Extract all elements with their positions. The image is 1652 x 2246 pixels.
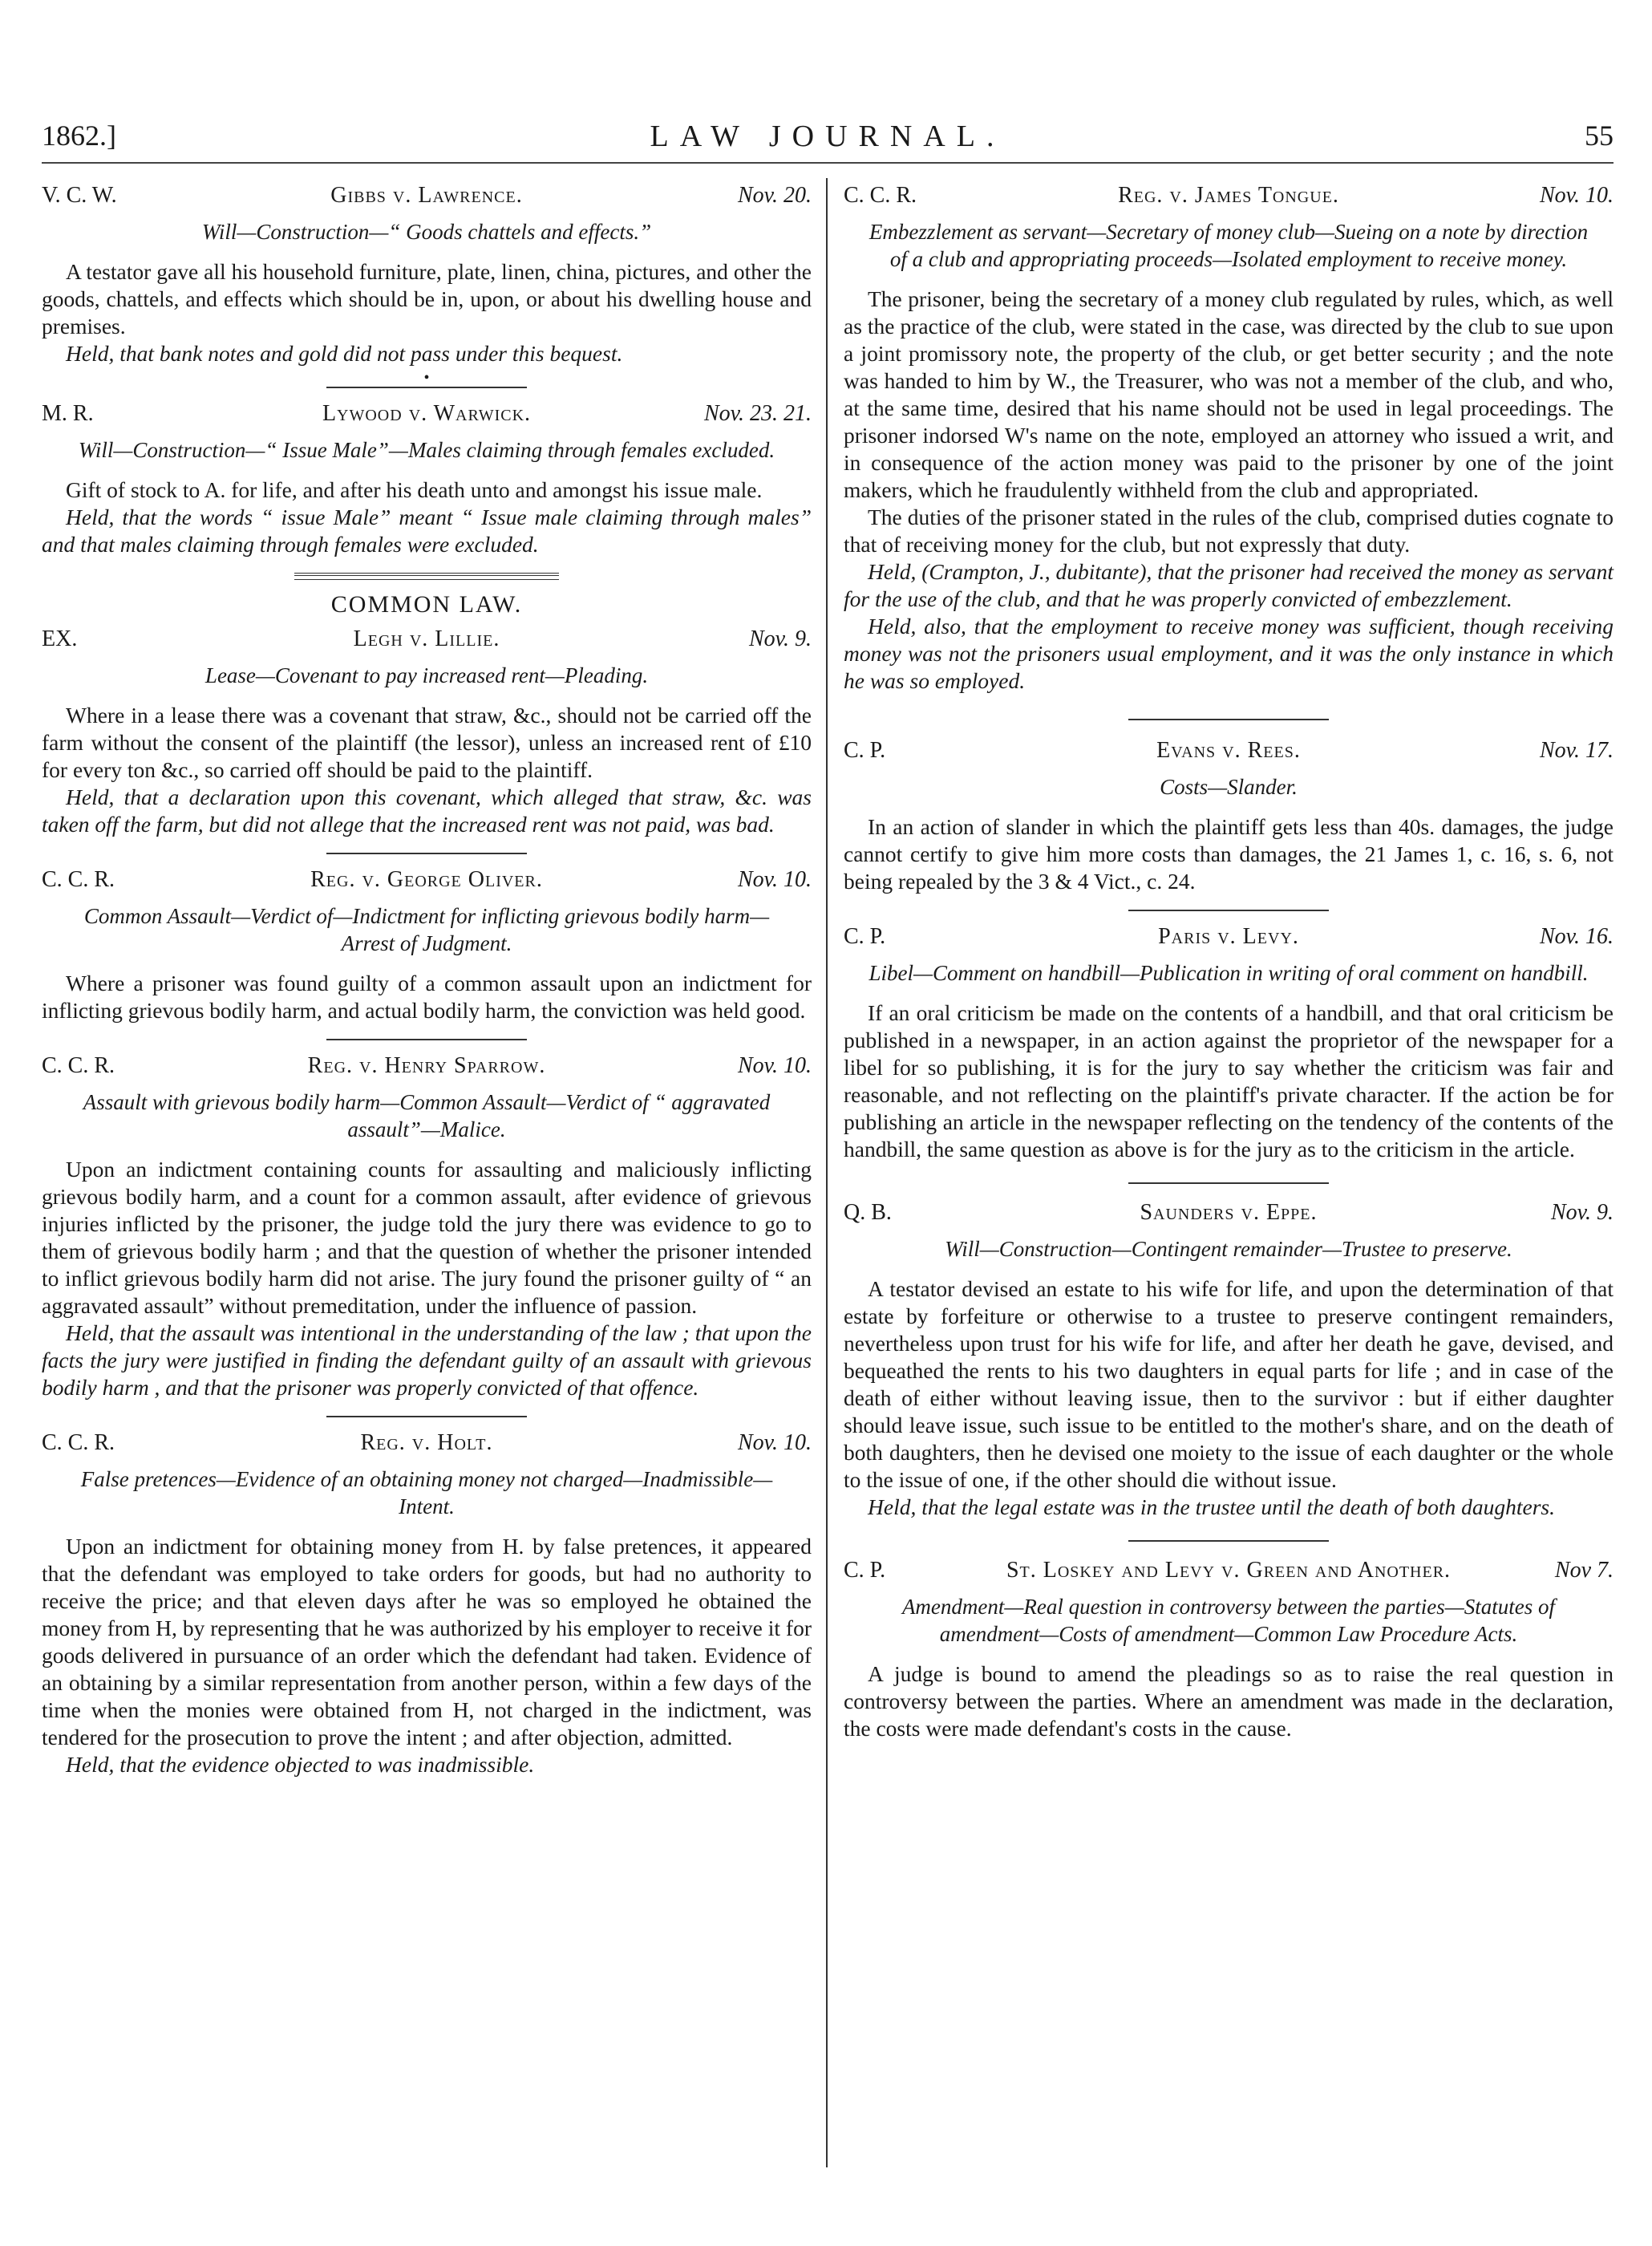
case-title: Reg. v. Henry Sparrow. xyxy=(307,1053,546,1078)
case-date: Nov. 10. xyxy=(1539,183,1614,208)
case-heading xyxy=(42,1430,812,1462)
held: Held, that the assault was intentional in the understanding of the law ; that upon the facts the jury were justified in finding the defendant guilty of an assault with grievous bodily harm , and that the prisoner was properly convicted of that offence. xyxy=(42,1320,812,1400)
case-body xyxy=(844,813,1614,895)
case-title: Reg. v. George Oliver. xyxy=(310,867,543,892)
held: Held, that the evidence objected to was inadmissible. xyxy=(66,1752,535,1777)
separator-dot: • xyxy=(423,369,430,387)
separator xyxy=(1128,1540,1329,1542)
case-paragraph: A judge is bound to amend the pleadings so as to raise the real question in controversy between the parties. Where an amendment was made in the declaration, the costs were made defendant's costs in the cause. xyxy=(844,1661,1614,1741)
separator xyxy=(326,1039,527,1040)
case-heading xyxy=(844,183,1614,215)
case-body xyxy=(42,970,812,1024)
case-gibbs-v-lawrence xyxy=(42,183,812,367)
case-heading xyxy=(844,1200,1614,1232)
headnote: Will—Construction—Contingent remainder—Trustee to preserve. xyxy=(945,1237,1512,1261)
case-paragraph: Where in a lease there was a covenant that straw, &c., should not be carried off the farm without the consent of the plaintiff (the lessor), unless an increased rent of £10 for every ton &c., so carried off should be paid to the plaintiff. xyxy=(42,703,812,782)
case-title: Reg. v. Holt. xyxy=(360,1430,493,1455)
case-evans-v-rees xyxy=(844,738,1614,895)
headnote: Costs—Slander. xyxy=(1160,775,1298,799)
left-column xyxy=(42,183,812,1778)
case-paragraph: A testator devised an estate to his wife for life, and upon the determination of that estate by forfeiture or otherwise to a trustee to preserve contingent remainders, nevertheless upon trust for his wife for life, and after her death he gave, devised, and bequeathed the rents to his two daughters in equal parts for life ; and in case of the death of either without leaving issue, then to the survivor : but if either daughter should leave issue, such issue to be entitled to the mother's share, and on the death of both daughters, then he devised one moiety to the issue of each daughter or the whole to the issue of one, if the other should die without issue. xyxy=(844,1276,1614,1492)
case-date: Nov. 9. xyxy=(1550,1200,1614,1225)
headnote: Will—Construction—“ Goods chattels and effects.” xyxy=(201,220,652,244)
case-title: Saunders v. Eppe. xyxy=(1140,1200,1318,1225)
case-title: Gibbs v. Lawrence. xyxy=(330,183,523,208)
case-reg-v-holt xyxy=(42,1430,812,1778)
case-date: Nov. 10. xyxy=(737,1053,812,1078)
case-title: Lywood v. Warwick. xyxy=(322,401,532,426)
court: M. R. xyxy=(42,401,94,426)
case-lywood-v-warwick xyxy=(42,401,812,558)
separator xyxy=(1128,910,1329,911)
case-paragraph: The prisoner, being the secretary of a money club regulated by rules, which, as well as the practice of the club, were stated in the case, was directed by the club to sue upon a joint promissory note, the property of the club, or get better security ; and the note was handed to him by W., the Treasurer, who was not a member of the club, and who, at the same time, desired that his name should not be used in legal proceedings. The prisoner indorsed W's name on the note, employed an attorney who issued a writ, and in consequence of the action money was paid to the prisoner by one of the joint makers, which he fraudulently withheld from the club and appropriated. xyxy=(844,286,1614,502)
case-paragraph: Upon an indictment containing counts for assaulting and maliciously inflicting grievous bodily harm, and a count for a common assault, after evidence of grievous injuries inflicted by the prisoner, the judge told the jury there was evidence to go to them of grievous bodily harm ; and that the question of whether the prisoner intended to inflict grievous bodily harm did not arise. The jury found the prisoner guilty of “ an aggravated assault” without premeditation, under the influence of passion. xyxy=(42,1157,812,1318)
court: Q. B. xyxy=(844,1200,892,1225)
case-heading xyxy=(42,183,812,215)
case-date: Nov. 10. xyxy=(737,1430,812,1455)
held: Held, that the words “ issue Male” meant “ Issue male claiming through males” and that males claiming through females were excluded. xyxy=(42,505,812,557)
headnote: False pretences—Evidence of an obtaining money not charged—Inadmissible—Intent. xyxy=(80,1467,773,1518)
separator xyxy=(326,1416,527,1417)
case-title: St. Loskey and Levy v. Green and Another. xyxy=(1006,1558,1452,1583)
case-heading xyxy=(844,1558,1614,1590)
section-rule xyxy=(294,573,559,580)
headnote: Assault with grievous bodily harm—Common Assault—Verdict of “ aggravated assault”—Malice. xyxy=(83,1090,771,1141)
case-reg-v-sparrow xyxy=(42,1053,812,1401)
case-paragraph: Upon an indictment for obtaining money from H. by false pretences, it appeared that the defendant was employed to take orders for goods, but had no authority to receive the price; and that eleven days after he was so employed he obtained the money from H, by representing that he was authorized by his employer to receive it for goods delivered in pursuance of an order which the defendant had taken. Evidence of an obtaining by a similar representation from another person, within a few days of the time when the monies were obtained from H, not charged in the indictment, was tendered for the prosecution to prove the intent ; and after objection, admitted. xyxy=(42,1534,812,1749)
case-reg-v-oliver xyxy=(42,867,812,1024)
page-header xyxy=(42,119,1614,157)
separator xyxy=(1128,719,1329,720)
section-title: COMMON LAW. xyxy=(330,591,523,618)
headnote: Amendment—Real question in controversy between the parties—Statutes of amendment—Costs of amendment—Common Law Procedure Acts. xyxy=(901,1595,1556,1646)
held-also: Held, also, that the employment to receive money was sufficient, though receiving money was not the prisoners usual employment, and it was the only instance in which he was so employed. xyxy=(844,614,1614,693)
court: C. C. R. xyxy=(42,1430,115,1455)
case-body xyxy=(42,476,812,558)
court: C. P. xyxy=(844,1558,886,1583)
court: EX. xyxy=(42,626,78,651)
court: C. C. R. xyxy=(42,1053,115,1078)
held: Held, that the legal estate was in the trustee until the death of both daughters. xyxy=(868,1494,1555,1519)
case-paragraph: In an action of slander in which the plaintiff gets less than 40s. damages, the judge cannot certify to give him more costs than damages, the 21 James 1, c. 16, s. 6, not being repealed by the 3 & 4 Vict., c. 24. xyxy=(844,814,1614,894)
headnote: Lease—Covenant to pay increased rent—Pleading. xyxy=(204,663,649,687)
case-date: Nov. 23. 21. xyxy=(703,401,812,426)
case-legh-v-lillie xyxy=(42,626,812,838)
case-body xyxy=(42,1533,812,1778)
court: V. C. W. xyxy=(42,183,117,208)
court: C. P. xyxy=(844,738,886,763)
case-paragraph: A testator gave all his household furniture, plate, linen, china, pictures, and other the goods, chattels, and effects which should be in, upon, or about his dwelling house and premises. xyxy=(42,259,812,339)
case-date: Nov. 16. xyxy=(1539,924,1614,949)
case-st-loskey-v-green xyxy=(844,1558,1614,1742)
case-title: Evans v. Rees. xyxy=(1156,738,1301,763)
case-body xyxy=(844,999,1614,1163)
case-title: Reg. v. James Tongue. xyxy=(1118,183,1339,208)
court: C. C. R. xyxy=(42,867,115,892)
case-body xyxy=(844,1275,1614,1521)
case-heading xyxy=(42,401,812,433)
held: Held, that a declaration upon this covenant, which alleged that straw, &c. was taken off the farm, but did not allege that the increased rent was not paid, was bad. xyxy=(42,784,812,837)
case-date: Nov. 9. xyxy=(748,626,812,651)
case-title: Paris v. Levy. xyxy=(1158,924,1299,949)
court: C. C. R. xyxy=(844,183,917,208)
journal-title: LAW JOURNAL. xyxy=(650,120,1006,153)
court: C. P. xyxy=(844,924,886,949)
case-body xyxy=(42,1156,812,1401)
page-number: 55 xyxy=(1585,120,1614,152)
headnote: Embezzlement as servant—Secretary of money club—Sueing on a note by direction of a club and appropriating proceeds—Isolated employment to receive money. xyxy=(869,220,1589,271)
case-body xyxy=(844,286,1614,695)
separator xyxy=(326,853,527,854)
case-paragraph: Where a prisoner was found guilty of a common assault upon an indictment for inflicting grievous bodily harm, and actual bodily harm, the conviction was held good. xyxy=(42,971,812,1023)
case-paragraph: If an oral criticism be made on the contents of a handbill, and that oral criticism be published in a newspaper, in an action against the proprietor of the newspaper for a libel for so publishing, it is for the jury to say whether the criticism was fair and reasonable, and not reflecting on the plaintiff's private character. If the action be for publishing an article in the newspaper reflecting on the tendency of the contents of the handbill, the same question as above is for the jury as to the criticism in the article. xyxy=(844,1000,1614,1162)
case-date: Nov 7. xyxy=(1554,1558,1614,1583)
case-body xyxy=(42,702,812,838)
case-body xyxy=(42,258,812,367)
column-divider xyxy=(826,178,828,2167)
case-reg-v-tongue xyxy=(844,183,1614,695)
case-date: Nov. 20. xyxy=(737,183,812,208)
case-body xyxy=(844,1660,1614,1742)
separator xyxy=(1128,1182,1329,1184)
case-date: Nov. 10. xyxy=(737,867,812,892)
header-year: 1862.] xyxy=(42,120,116,152)
case-heading xyxy=(42,867,812,899)
case-paragraph: The duties of the prisoner stated in the rules of the club, comprised duties cognate to that of receiving money for the club, but not expressly that duty. xyxy=(844,505,1614,557)
headnote: Common Assault—Verdict of—Indictment for inflicting grievous bodily harm—Arrest of Judgment. xyxy=(83,904,770,955)
case-heading xyxy=(844,924,1614,956)
case-paris-v-levy xyxy=(844,924,1614,1163)
case-title: Legh v. Lillie. xyxy=(353,626,500,651)
case-heading xyxy=(844,738,1614,770)
held: Held, (Crampton, J., dubitante), that the prisoner had received the money as servant for the use of the club, and that he was properly convicted of embezzlement. xyxy=(844,559,1614,611)
headnote: Libel—Comment on handbill—Publication in writing of oral comment on handbill. xyxy=(869,961,1589,985)
header-rule xyxy=(42,162,1614,164)
held: Held, that bank notes and gold did not pass under this bequest. xyxy=(66,341,623,366)
case-paragraph: Gift of stock to A. for life, and after his death unto and amongst his issue male. xyxy=(66,477,763,502)
case-date: Nov. 17. xyxy=(1539,738,1614,763)
case-heading xyxy=(42,626,812,659)
case-saunders-v-eppe xyxy=(844,1200,1614,1521)
separator xyxy=(326,387,527,388)
right-column xyxy=(844,183,1614,1742)
case-heading xyxy=(42,1053,812,1085)
headnote: Will—Construction—“ Issue Male”—Males claiming through females excluded. xyxy=(78,438,775,462)
